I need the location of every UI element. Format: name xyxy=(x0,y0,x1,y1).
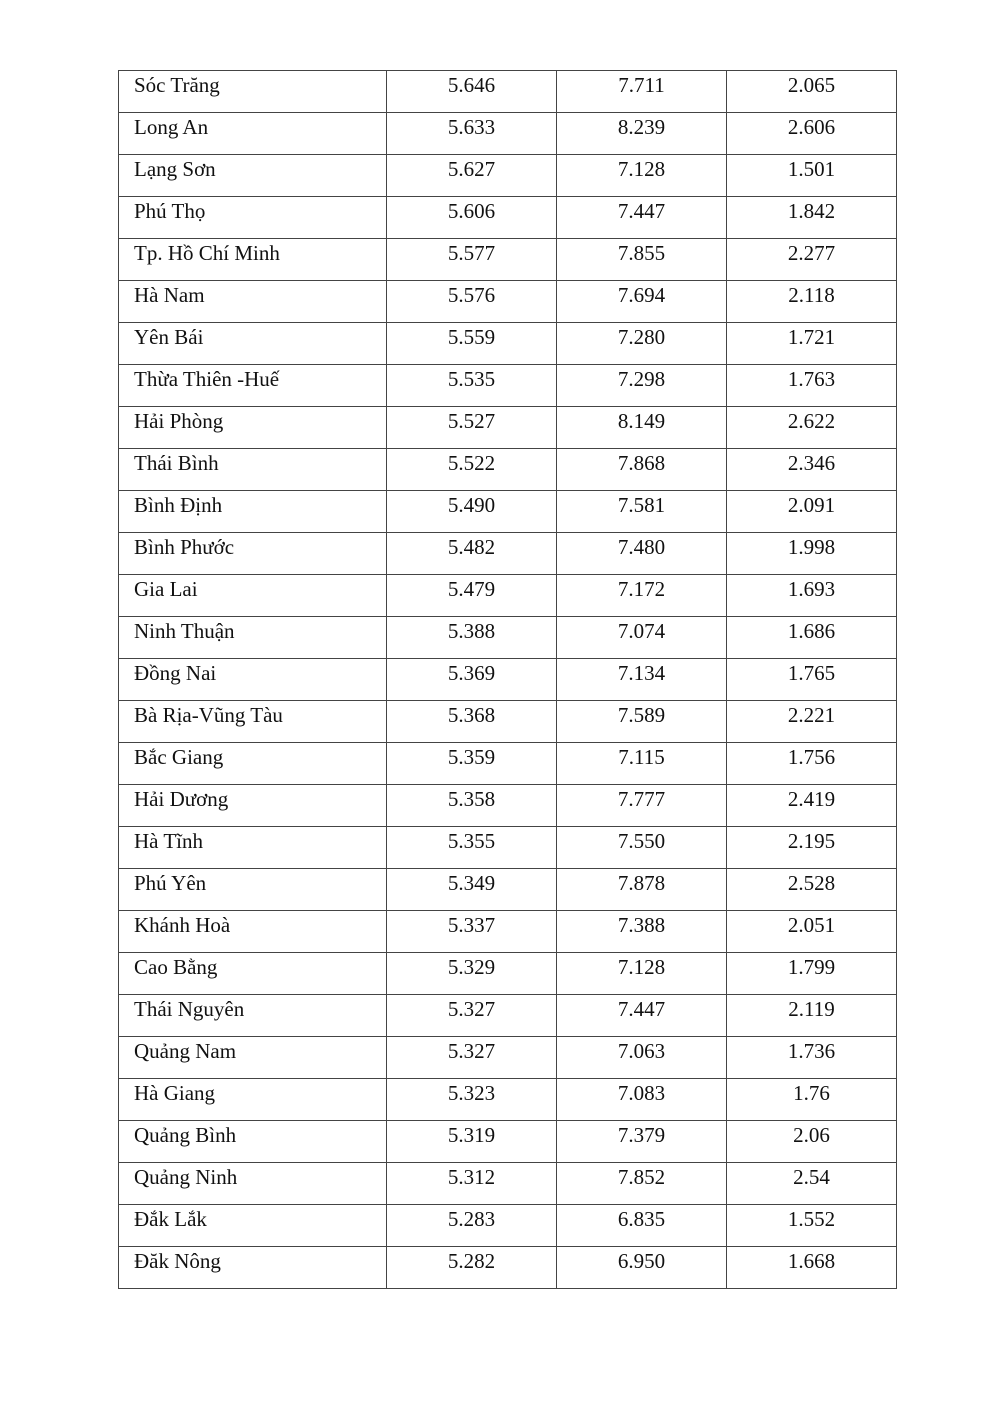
value-2-cell: 7.447 xyxy=(557,995,727,1037)
value-1-cell: 5.576 xyxy=(387,281,557,323)
value-3-cell: 2.277 xyxy=(727,239,897,281)
table-row xyxy=(119,1205,897,1247)
value-3-cell: 1.693 xyxy=(727,575,897,617)
value-2-cell: 7.855 xyxy=(557,239,727,281)
province-name-cell: Lạng Sơn xyxy=(119,155,387,197)
value-1-cell: 5.606 xyxy=(387,197,557,239)
value-1-cell: 5.490 xyxy=(387,491,557,533)
value-2-cell: 7.711 xyxy=(557,71,727,113)
value-1-cell: 5.368 xyxy=(387,701,557,743)
table-row xyxy=(119,617,897,659)
province-name-cell: Đồng Nai xyxy=(119,659,387,701)
table-row xyxy=(119,1121,897,1163)
table-row xyxy=(119,407,897,449)
table-row xyxy=(119,869,897,911)
province-name-cell: Bà Rịa-Vũng Tàu xyxy=(119,701,387,743)
value-3-cell: 1.736 xyxy=(727,1037,897,1079)
value-3-cell: 1.552 xyxy=(727,1205,897,1247)
value-3-cell: 1.686 xyxy=(727,617,897,659)
value-3-cell: 2.419 xyxy=(727,785,897,827)
value-1-cell: 5.329 xyxy=(387,953,557,995)
value-3-cell: 2.606 xyxy=(727,113,897,155)
value-2-cell: 7.172 xyxy=(557,575,727,617)
value-1-cell: 5.527 xyxy=(387,407,557,449)
table-row xyxy=(119,239,897,281)
value-3-cell: 1.76 xyxy=(727,1079,897,1121)
province-name-cell: Hải Dương xyxy=(119,785,387,827)
value-3-cell: 2.051 xyxy=(727,911,897,953)
table-row xyxy=(119,1037,897,1079)
province-name-cell: Thái Nguyên xyxy=(119,995,387,1037)
table-body xyxy=(119,71,897,1289)
value-1-cell: 5.479 xyxy=(387,575,557,617)
table-row xyxy=(119,911,897,953)
province-name-cell: Hà Tĩnh xyxy=(119,827,387,869)
province-name-cell: Quảng Ninh xyxy=(119,1163,387,1205)
value-2-cell: 7.134 xyxy=(557,659,727,701)
province-name-cell: Yên Bái xyxy=(119,323,387,365)
value-2-cell: 7.777 xyxy=(557,785,727,827)
value-2-cell: 7.868 xyxy=(557,449,727,491)
value-1-cell: 5.283 xyxy=(387,1205,557,1247)
table-row xyxy=(119,281,897,323)
value-1-cell: 5.349 xyxy=(387,869,557,911)
table-row xyxy=(119,701,897,743)
value-3-cell: 1.998 xyxy=(727,533,897,575)
value-2-cell: 7.128 xyxy=(557,155,727,197)
value-1-cell: 5.355 xyxy=(387,827,557,869)
table-row xyxy=(119,659,897,701)
province-name-cell: Long An xyxy=(119,113,387,155)
value-1-cell: 5.388 xyxy=(387,617,557,659)
value-2-cell: 7.447 xyxy=(557,197,727,239)
table-row xyxy=(119,1247,897,1289)
value-1-cell: 5.327 xyxy=(387,1037,557,1079)
province-name-cell: Thái Bình xyxy=(119,449,387,491)
value-1-cell: 5.577 xyxy=(387,239,557,281)
value-2-cell: 7.878 xyxy=(557,869,727,911)
table-row xyxy=(119,323,897,365)
province-name-cell: Gia Lai xyxy=(119,575,387,617)
province-name-cell: Sóc Trăng xyxy=(119,71,387,113)
table-row xyxy=(119,575,897,617)
value-2-cell: 7.581 xyxy=(557,491,727,533)
province-name-cell: Tp. Hồ Chí Minh xyxy=(119,239,387,281)
value-2-cell: 7.083 xyxy=(557,1079,727,1121)
province-name-cell: Phú Yên xyxy=(119,869,387,911)
table-row xyxy=(119,113,897,155)
value-2-cell: 7.280 xyxy=(557,323,727,365)
table-row xyxy=(119,449,897,491)
province-name-cell: Quảng Nam xyxy=(119,1037,387,1079)
value-2-cell: 7.852 xyxy=(557,1163,727,1205)
value-1-cell: 5.559 xyxy=(387,323,557,365)
table-row xyxy=(119,785,897,827)
value-2-cell: 7.115 xyxy=(557,743,727,785)
value-1-cell: 5.319 xyxy=(387,1121,557,1163)
value-2-cell: 6.835 xyxy=(557,1205,727,1247)
province-data-table xyxy=(118,70,897,1289)
province-name-cell: Đắk Lắk xyxy=(119,1205,387,1247)
value-1-cell: 5.312 xyxy=(387,1163,557,1205)
table-row xyxy=(119,995,897,1037)
province-name-cell: Khánh Hoà xyxy=(119,911,387,953)
province-name-cell: Ninh Thuận xyxy=(119,617,387,659)
value-3-cell: 2.346 xyxy=(727,449,897,491)
value-3-cell: 1.668 xyxy=(727,1247,897,1289)
value-3-cell: 1.842 xyxy=(727,197,897,239)
value-2-cell: 7.379 xyxy=(557,1121,727,1163)
table-row xyxy=(119,71,897,113)
value-2-cell: 7.550 xyxy=(557,827,727,869)
table-row xyxy=(119,1079,897,1121)
value-2-cell: 6.950 xyxy=(557,1247,727,1289)
value-1-cell: 5.482 xyxy=(387,533,557,575)
value-2-cell: 8.149 xyxy=(557,407,727,449)
value-3-cell: 1.501 xyxy=(727,155,897,197)
table-row xyxy=(119,491,897,533)
value-3-cell: 1.763 xyxy=(727,365,897,407)
value-3-cell: 2.118 xyxy=(727,281,897,323)
province-name-cell: Cao Bằng xyxy=(119,953,387,995)
province-name-cell: Thừa Thiên -Huế xyxy=(119,365,387,407)
table-row xyxy=(119,197,897,239)
province-name-cell: Bắc Giang xyxy=(119,743,387,785)
value-3-cell: 2.119 xyxy=(727,995,897,1037)
province-name-cell: Bình Định xyxy=(119,491,387,533)
province-name-cell: Hải Phòng xyxy=(119,407,387,449)
table-row xyxy=(119,533,897,575)
value-2-cell: 7.128 xyxy=(557,953,727,995)
value-3-cell: 2.622 xyxy=(727,407,897,449)
table-row xyxy=(119,155,897,197)
value-2-cell: 7.074 xyxy=(557,617,727,659)
province-name-cell: Phú Thọ xyxy=(119,197,387,239)
value-1-cell: 5.358 xyxy=(387,785,557,827)
value-2-cell: 7.063 xyxy=(557,1037,727,1079)
value-1-cell: 5.337 xyxy=(387,911,557,953)
value-3-cell: 2.528 xyxy=(727,869,897,911)
value-3-cell: 1.765 xyxy=(727,659,897,701)
value-2-cell: 7.480 xyxy=(557,533,727,575)
value-1-cell: 5.359 xyxy=(387,743,557,785)
province-name-cell: Quảng Bình xyxy=(119,1121,387,1163)
value-1-cell: 5.522 xyxy=(387,449,557,491)
value-3-cell: 2.54 xyxy=(727,1163,897,1205)
table-row xyxy=(119,953,897,995)
value-2-cell: 7.388 xyxy=(557,911,727,953)
value-1-cell: 5.646 xyxy=(387,71,557,113)
value-3-cell: 2.06 xyxy=(727,1121,897,1163)
value-1-cell: 5.323 xyxy=(387,1079,557,1121)
value-1-cell: 5.369 xyxy=(387,659,557,701)
value-3-cell: 1.756 xyxy=(727,743,897,785)
province-name-cell: Hà Nam xyxy=(119,281,387,323)
value-3-cell: 2.065 xyxy=(727,71,897,113)
value-2-cell: 8.239 xyxy=(557,113,727,155)
value-2-cell: 7.298 xyxy=(557,365,727,407)
value-3-cell: 2.091 xyxy=(727,491,897,533)
value-1-cell: 5.633 xyxy=(387,113,557,155)
value-1-cell: 5.535 xyxy=(387,365,557,407)
value-2-cell: 7.694 xyxy=(557,281,727,323)
value-2-cell: 7.589 xyxy=(557,701,727,743)
value-1-cell: 5.627 xyxy=(387,155,557,197)
table-row xyxy=(119,1163,897,1205)
value-1-cell: 5.327 xyxy=(387,995,557,1037)
province-name-cell: Đăk Nông xyxy=(119,1247,387,1289)
table-row xyxy=(119,365,897,407)
table-row xyxy=(119,827,897,869)
value-3-cell: 1.721 xyxy=(727,323,897,365)
value-1-cell: 5.282 xyxy=(387,1247,557,1289)
province-name-cell: Bình Phước xyxy=(119,533,387,575)
table-row xyxy=(119,743,897,785)
value-3-cell: 2.221 xyxy=(727,701,897,743)
province-name-cell: Hà Giang xyxy=(119,1079,387,1121)
value-3-cell: 2.195 xyxy=(727,827,897,869)
value-3-cell: 1.799 xyxy=(727,953,897,995)
